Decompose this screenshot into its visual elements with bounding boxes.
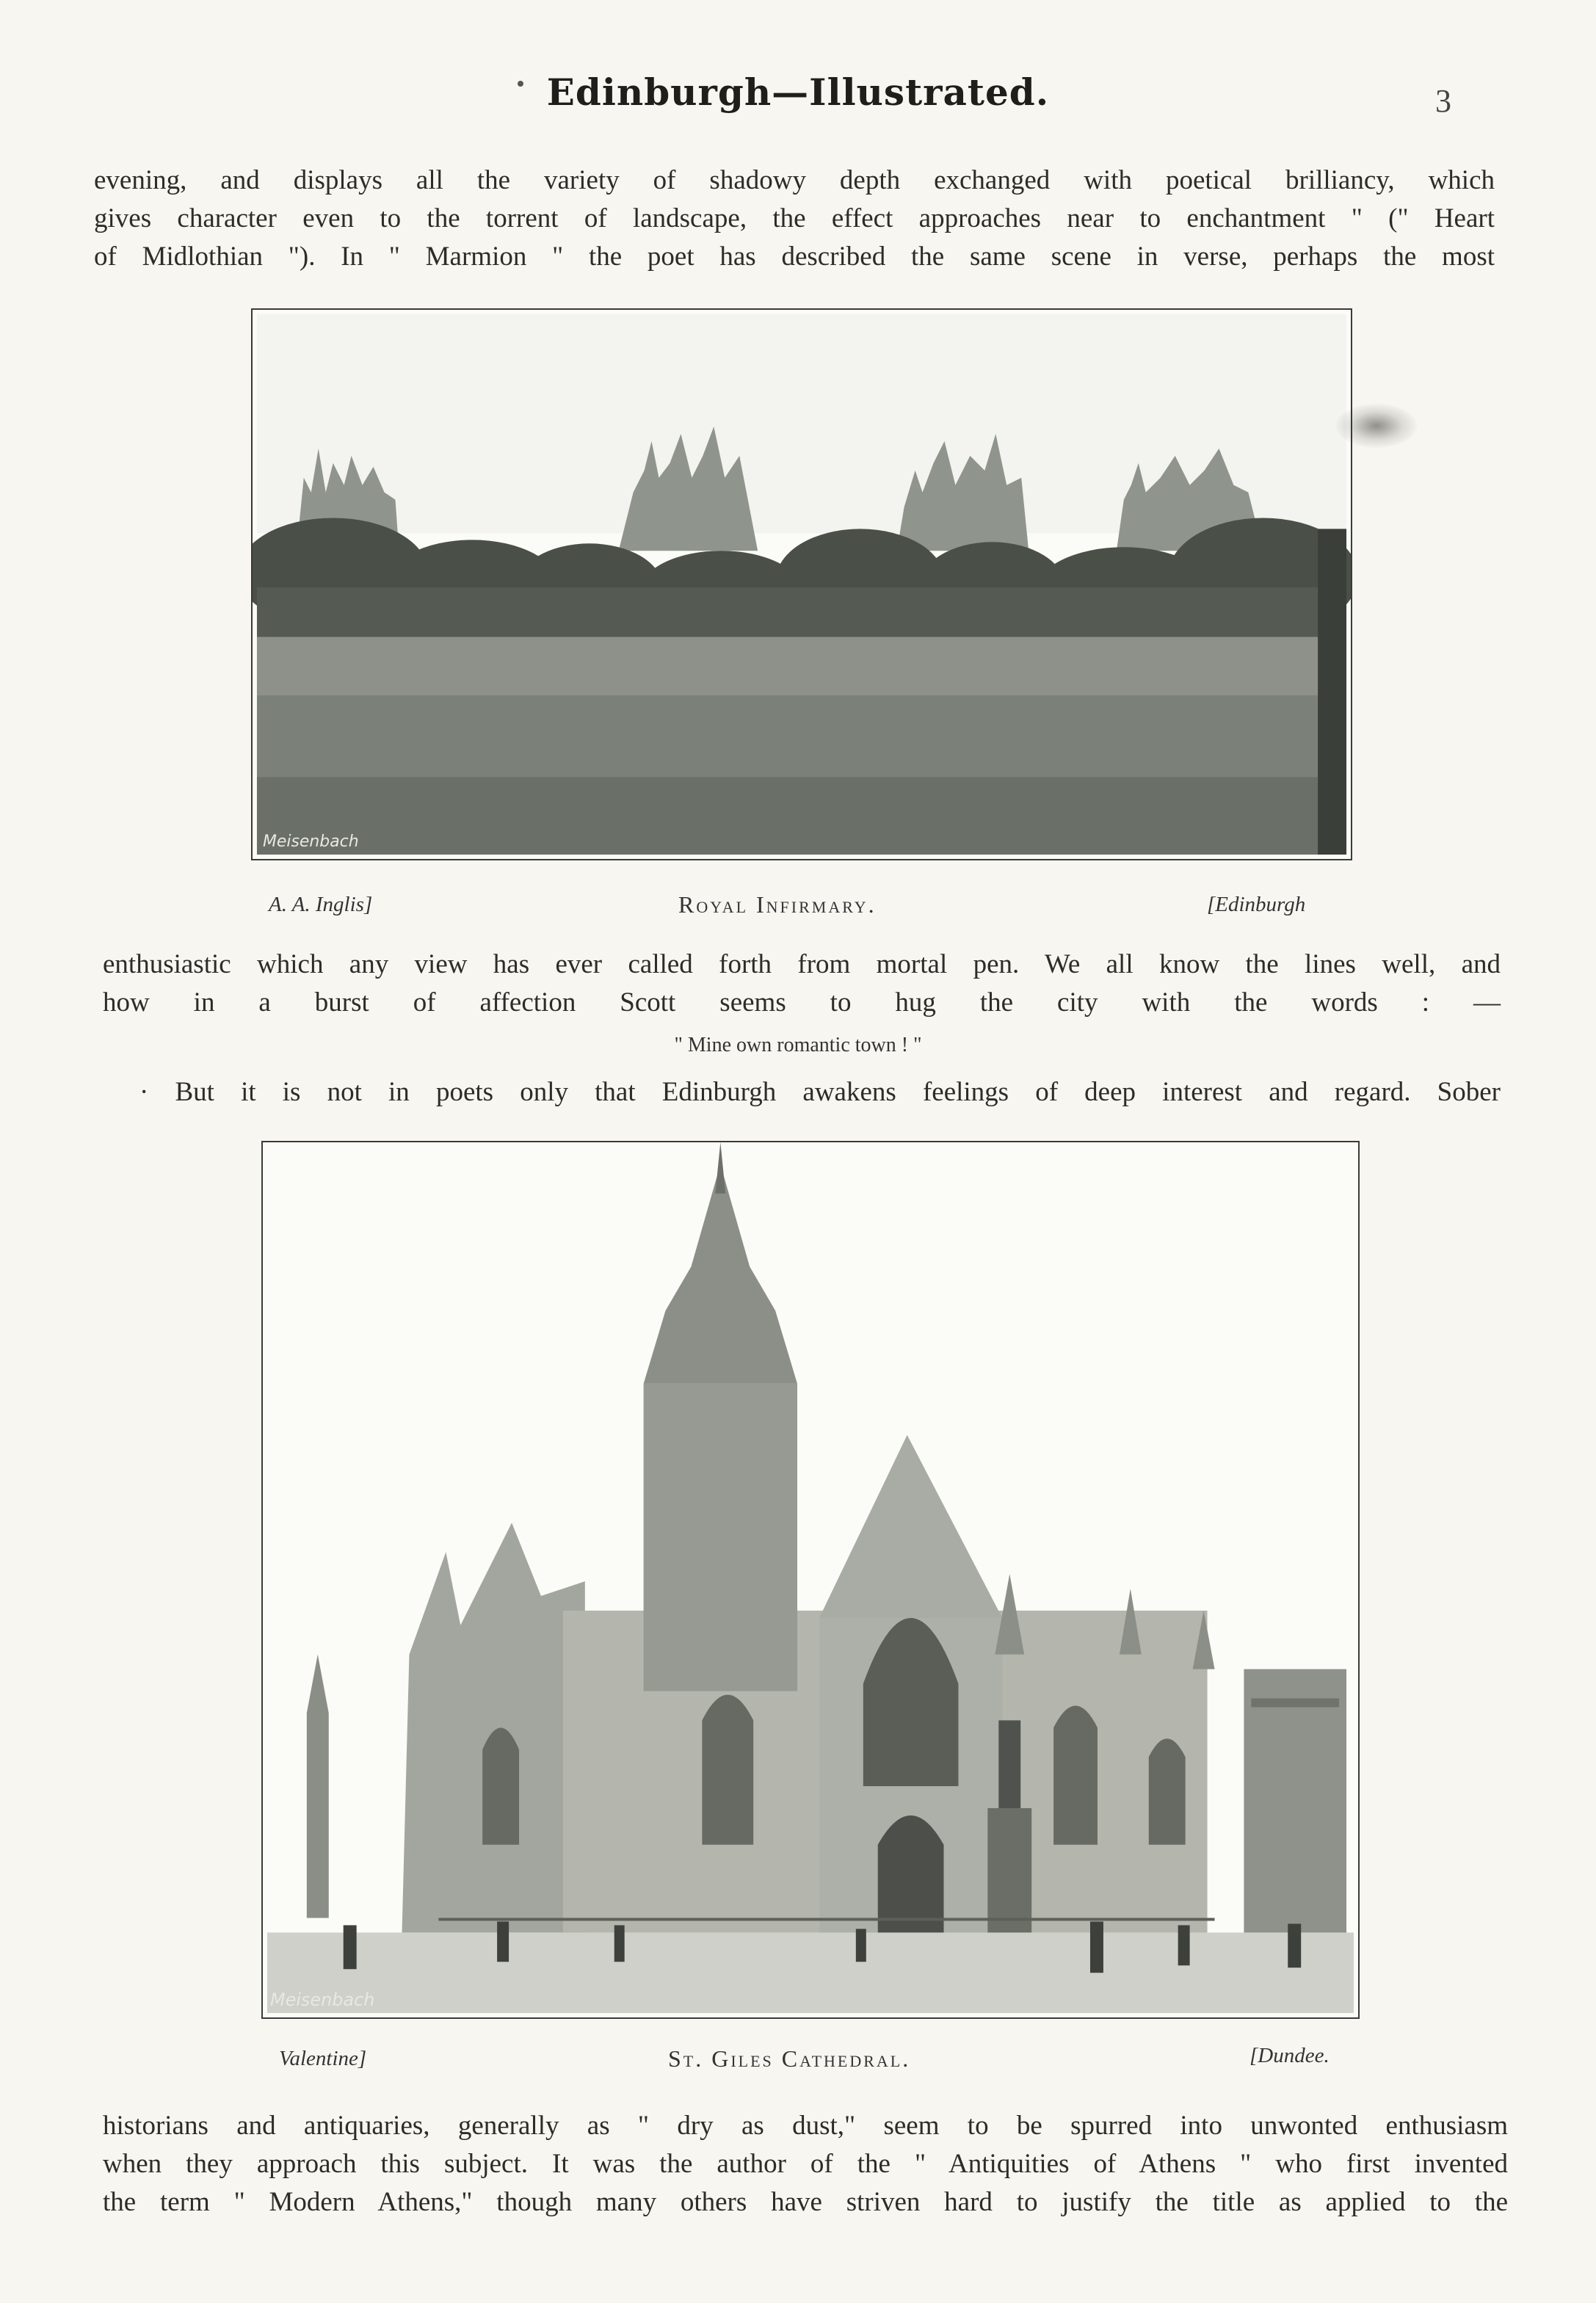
plate-2-title: St. Giles Cathedral. xyxy=(668,2045,911,2072)
paragraph-top xyxy=(94,162,1495,276)
st-giles-cathedral-photograph xyxy=(261,1141,1360,2019)
text-line: historians and antiquaries, generally as " dry as dust," seem to be spurred into unwonted enthusiasm xyxy=(103,2111,1508,2141)
text-line: when they approach this subject. It was the author of the " Antiquities of Athens " who first invented xyxy=(103,2149,1508,2179)
royal-infirmary-photograph xyxy=(251,308,1352,860)
paragraph-middle xyxy=(103,946,1501,1022)
plate-2-photographer: Valentine] xyxy=(279,2047,367,2070)
plate-2-place: [Dundee. xyxy=(1249,2044,1330,2067)
ink-smudge xyxy=(1336,404,1417,448)
paragraph-middle-continued xyxy=(139,1073,1501,1111)
text-line: the term " Modern Athens," though many others have striven hard to justify the title as applied to the xyxy=(103,2187,1508,2217)
page-number: 3 xyxy=(1435,83,1451,119)
text-line: evening, and displays all the variety of shadowy depth exchanged with poetical brilliancy, which xyxy=(94,165,1495,195)
text-line: · But it is not in poets only that Edinburgh awakens feelings of deep interest and regard. Sober xyxy=(139,1077,1501,1107)
text-line: of Midlothian "). In " Marmion " the poet has described the same scene in verse, perhaps the most xyxy=(94,242,1495,272)
engraver-signature: Meisenbach xyxy=(269,1990,375,2011)
verse-quote: " Mine own romantic town ! " xyxy=(674,1034,922,1056)
plate-1-place: [Edinburgh xyxy=(1207,893,1306,916)
paragraph-bottom xyxy=(103,2107,1508,2222)
text-line: gives character even to the torrent of landscape, the effect approaches near to enchantment " (" Heart xyxy=(94,203,1495,233)
plate-1-title: Royal Infirmary. xyxy=(678,891,877,918)
text-line: enthusiastic which any view has ever called forth from mortal pen. We all know the lines well, and xyxy=(103,949,1501,979)
text-line: how in a burst of affection Scott seems to hug the city with the words : — xyxy=(103,987,1501,1018)
running-title: Edinburgh—Illustrated. xyxy=(546,70,1050,114)
plate-1-photographer: A. A. Inglis] xyxy=(269,893,373,916)
engraver-signature: Meisenbach xyxy=(262,833,359,852)
